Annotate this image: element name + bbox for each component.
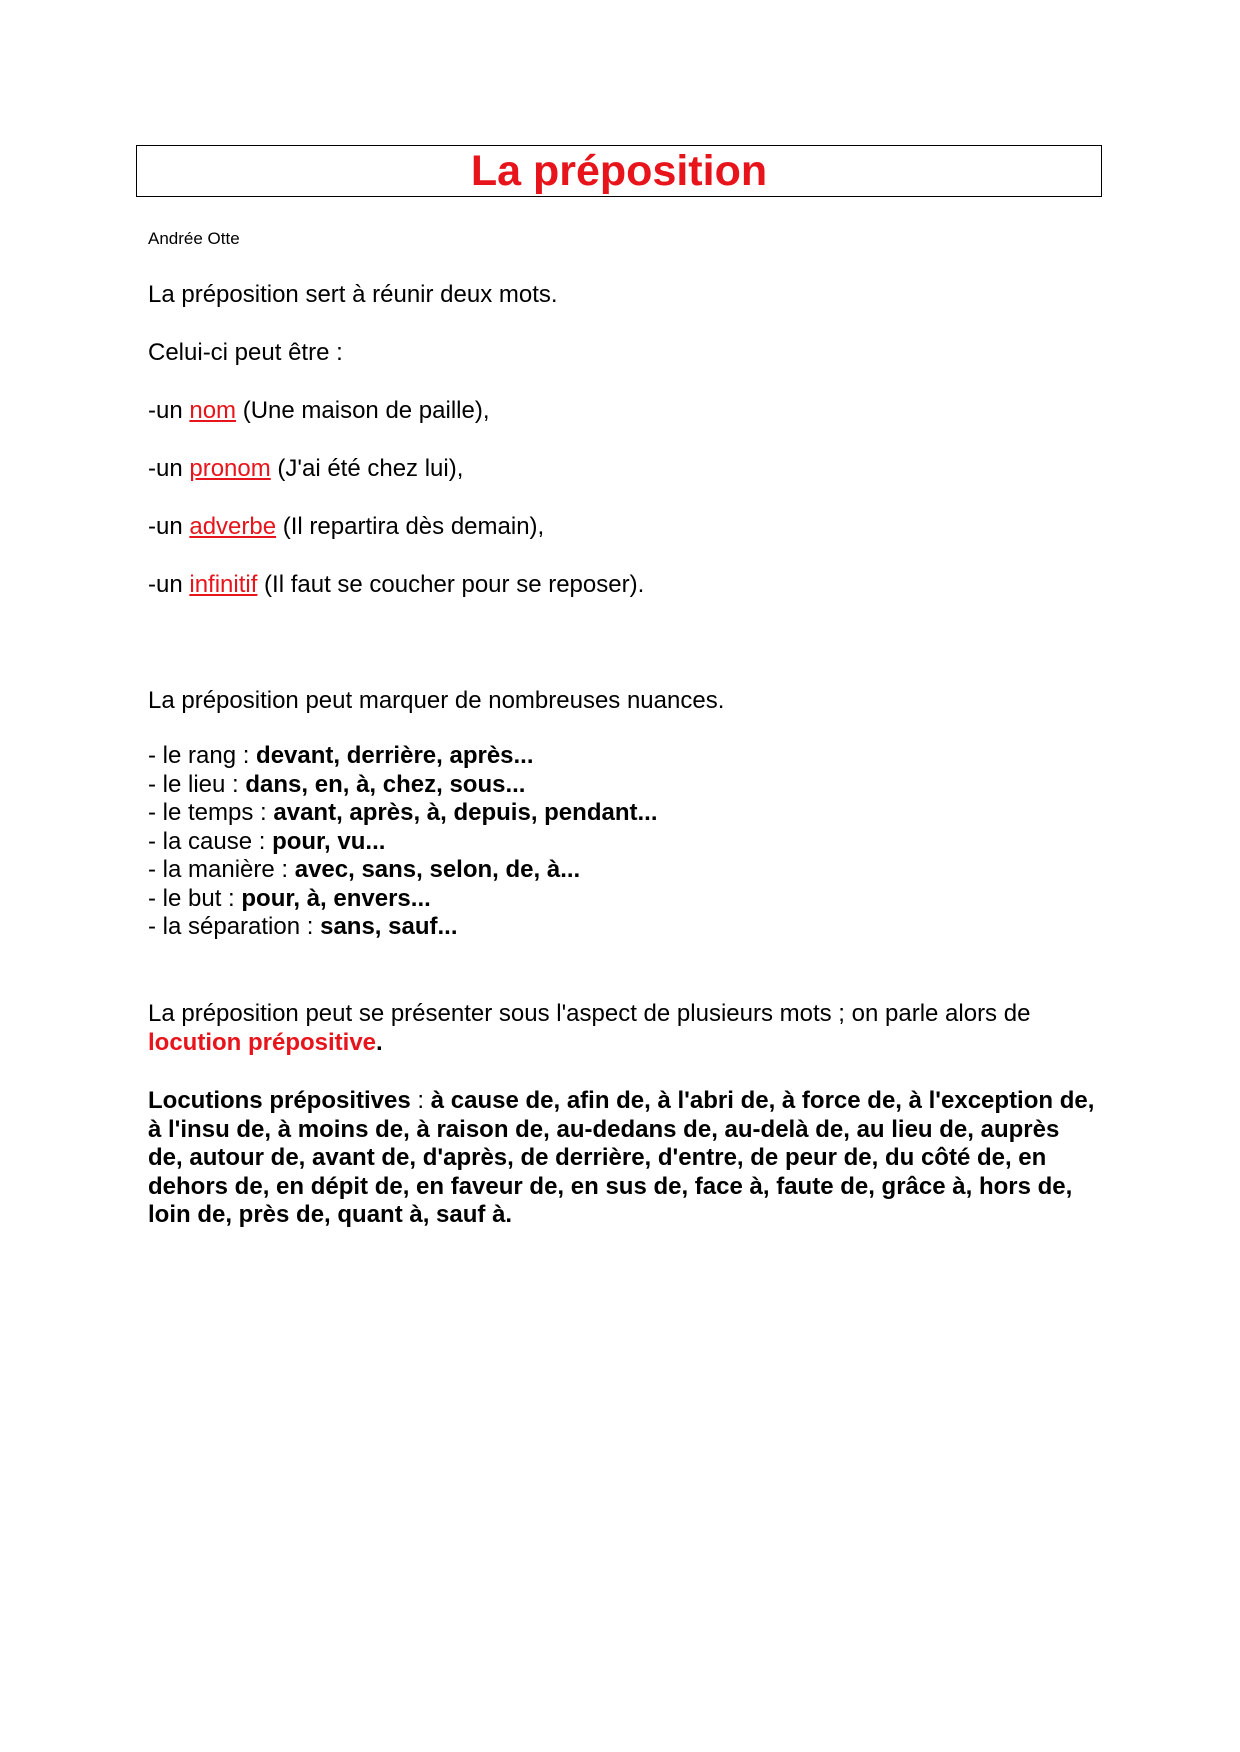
list-item-nom: [148, 397, 490, 425]
link-nom[interactable]: nom: [189, 397, 237, 424]
nuance-values: avant, après, à, depuis, pendant...: [273, 799, 658, 826]
nuance-label: - la manière :: [148, 856, 295, 883]
intro-sentence: La préposition sert à réunir deux mots.: [148, 281, 558, 308]
author: Andrée Otte: [148, 229, 240, 248]
item-example: (Il repartira dès demain),: [276, 513, 545, 540]
nuance-values: avec, sans, selon, de, à...: [294, 856, 581, 883]
nuance-temps: [148, 799, 657, 828]
nuance-separation: [148, 913, 657, 942]
nuances-list: [148, 742, 657, 942]
nuance-label: - le lieu :: [148, 770, 246, 798]
nuance-maniere: [148, 856, 657, 885]
nuance-values: pour, vu...: [272, 827, 386, 855]
nuance-cause: [148, 828, 657, 857]
item-prefix: -un: [148, 397, 190, 424]
nuance-values: devant, derrière, après...: [256, 742, 534, 769]
locution-end: .: [376, 1028, 383, 1056]
nuance-label: - le but :: [148, 884, 242, 912]
item-example: (Il faut se coucher pour se reposer).: [257, 571, 645, 598]
peut-etre-sentence: Celui-ci peut être :: [148, 339, 343, 366]
nuance-lieu: [148, 771, 657, 800]
nuance-but: [148, 885, 657, 914]
item-prefix: -un: [148, 571, 190, 598]
item-example: (J'ai été chez lui),: [270, 455, 464, 482]
locution-paragraph: [148, 1000, 1098, 1057]
list-item-adverbe: [148, 513, 544, 541]
nuance-values: dans, en, à, chez, sous...: [245, 770, 526, 798]
page-title: La préposition: [470, 146, 768, 195]
list-item-infinitif: [148, 571, 644, 599]
locutions-list: à cause de, afin de, à l'abri de, à force de, à l'exception de, à l'insu de, à moins de, à raison de, au-dedans de, au-delà de, au lieu de, auprès de, autour de, avant de, d'après, de derrière, d'entre, de peur de, du côté de, en dehors de, en dépit de, en faveur de, en sus de, face à, faute de, grâce à, hors de, loin de, près de, quant à, sauf à.: [148, 1087, 1095, 1228]
locutions-label: Locutions prépositives: [148, 1087, 411, 1114]
nuance-rang: [148, 742, 657, 771]
nuance-label: - la cause :: [148, 827, 273, 855]
locutions-paragraph: [148, 1087, 1098, 1230]
link-infinitif[interactable]: infinitif: [189, 571, 258, 598]
locution-term: locution prépositive: [148, 1028, 377, 1056]
link-adverbe[interactable]: adverbe: [189, 513, 277, 540]
item-prefix: -un: [148, 513, 190, 540]
locution-text: La préposition peut se présenter sous l'aspect de plusieurs mots ; on parle alors de: [148, 1000, 1031, 1027]
nuance-values: pour, à, envers...: [241, 884, 431, 912]
nuance-label: - le temps :: [148, 799, 274, 826]
nuance-label: - la séparation :: [148, 913, 321, 940]
title-box: [136, 145, 1102, 197]
locutions-sep: :: [410, 1087, 431, 1114]
item-example: (Une maison de paille),: [236, 397, 490, 424]
nuance-label: - le rang :: [148, 742, 257, 769]
link-pronom[interactable]: pronom: [189, 455, 271, 482]
nuance-values: sans, sauf...: [320, 913, 458, 940]
item-prefix: -un: [148, 455, 190, 482]
list-item-pronom: [148, 455, 463, 483]
nuances-intro: La préposition peut marquer de nombreuses nuances.: [148, 687, 725, 714]
